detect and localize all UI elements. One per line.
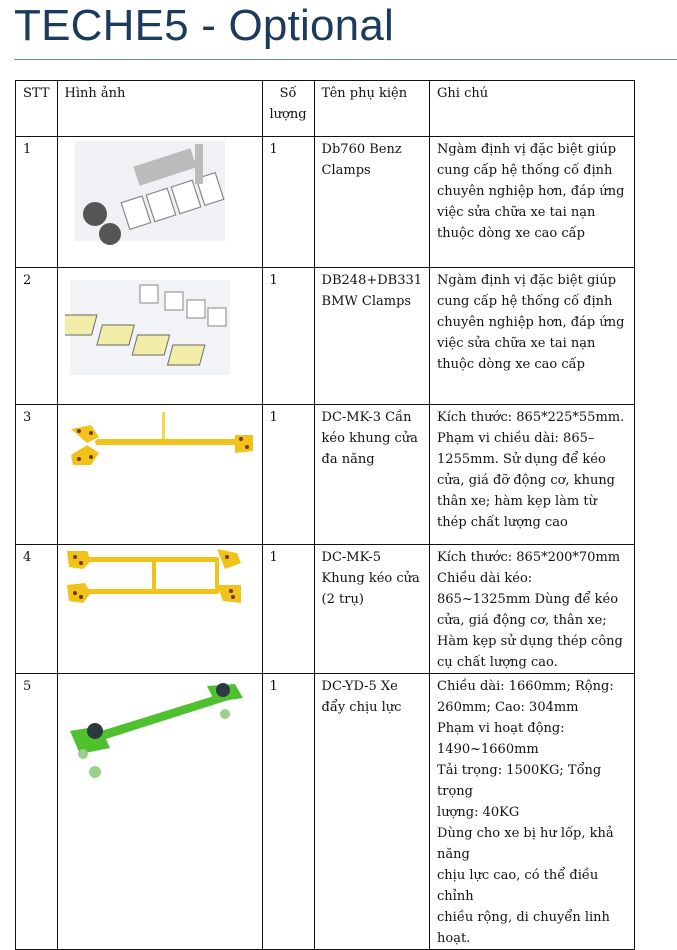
cell-note: Ngàm định vị đặc biệt giúp cung cấp hệ thống cố định chuyên nghiệp hơn, đáp ứng việc sửa chữa xe tai nạn thuộc dòng xe cao cấp	[430, 137, 635, 268]
header-qty: Số lượng	[262, 81, 314, 137]
header-image: Hình ảnh	[57, 81, 262, 137]
cell-stt: 1	[16, 137, 58, 268]
table-row	[16, 545, 635, 674]
cell-note: Kích thước: 865*225*55mm. Phạm vi chiều dài: 865–1255mm. Sử dụng để kéo cửa, giá đỡ động cơ, khung thân xe; hàm kẹp làm từ thép chất lượng cao	[430, 405, 635, 545]
page-title: TECHE5 - Optional	[14, 1, 394, 50]
table-row	[16, 268, 635, 405]
table-row	[16, 674, 635, 950]
note-line: Dùng cho xe bị hư lốp, khả năng	[437, 826, 614, 862]
cell-image	[57, 674, 262, 950]
note-line: lượng: 40KG	[437, 805, 520, 820]
cell-note: Ngàm định vị đặc biệt giúp cung cấp hệ thống cố định chuyên nghiệp hơn, đáp ứng việc sửa chữa xe tai nạn thuộc dòng xe cao cấp	[430, 268, 635, 405]
cell-stt: 5	[16, 674, 58, 950]
cell-qty: 1	[262, 268, 314, 405]
header-stt: STT	[16, 81, 58, 137]
cell-note	[430, 674, 635, 950]
note-line: chịu lực cao, có thể điều chỉnh	[437, 868, 599, 904]
note-line: Tải trọng: 1500KG; Tổng trọng	[437, 763, 602, 799]
cell-qty: 1	[262, 405, 314, 545]
cell-name: DB248+DB331 BMW Clamps	[314, 268, 429, 405]
door-pull-bar-image	[65, 407, 255, 477]
header-note: Ghi chú	[430, 81, 635, 137]
cell-image	[57, 405, 262, 545]
table-row	[16, 405, 635, 545]
bmw-clamps-image	[65, 270, 235, 380]
cell-stt: 3	[16, 405, 58, 545]
table-row	[16, 137, 635, 268]
note-line: Phạm vi hoạt động:	[437, 721, 565, 736]
cell-name: DC-MK-5 Khung kéo cửa (2 trụ)	[314, 545, 429, 674]
note-line: 1490~1660mm	[437, 742, 539, 757]
cell-name: DC-YD-5 Xe đẩy chịu lực	[314, 674, 429, 950]
accessories-table	[15, 80, 635, 950]
cell-stt: 2	[16, 268, 58, 405]
note-line: 260mm; Cao: 304mm	[437, 700, 579, 715]
benz-clamps-image	[65, 139, 225, 249]
cell-image	[57, 268, 262, 405]
cell-qty: 1	[262, 545, 314, 674]
note-line: Chiều dài: 1660mm; Rộng:	[437, 679, 614, 694]
cell-image	[57, 545, 262, 674]
header-name: Tên phụ kiện	[314, 81, 429, 137]
cell-name: Db760 Benz Clamps	[314, 137, 429, 268]
cell-note: Kích thước: 865*200*70mm Chiều dài kéo: 865~1325mm Dùng để kéo cửa, giá động cơ, thân xe; Hàm kẹp sử dụng thép công cụ chất lượng cao.	[430, 545, 635, 674]
cell-qty: 1	[262, 674, 314, 950]
title-divider	[14, 59, 677, 60]
load-dolly-image	[65, 676, 250, 786]
cell-qty: 1	[262, 137, 314, 268]
cell-image	[57, 137, 262, 268]
table-header-row	[16, 81, 635, 137]
cell-name: DC-MK-3 Cần kéo khung cửa đa năng	[314, 405, 429, 545]
door-pull-frame-image	[65, 547, 245, 612]
cell-stt: 4	[16, 545, 58, 674]
note-line: chiều rộng, di chuyển linh hoạt.	[437, 910, 610, 946]
